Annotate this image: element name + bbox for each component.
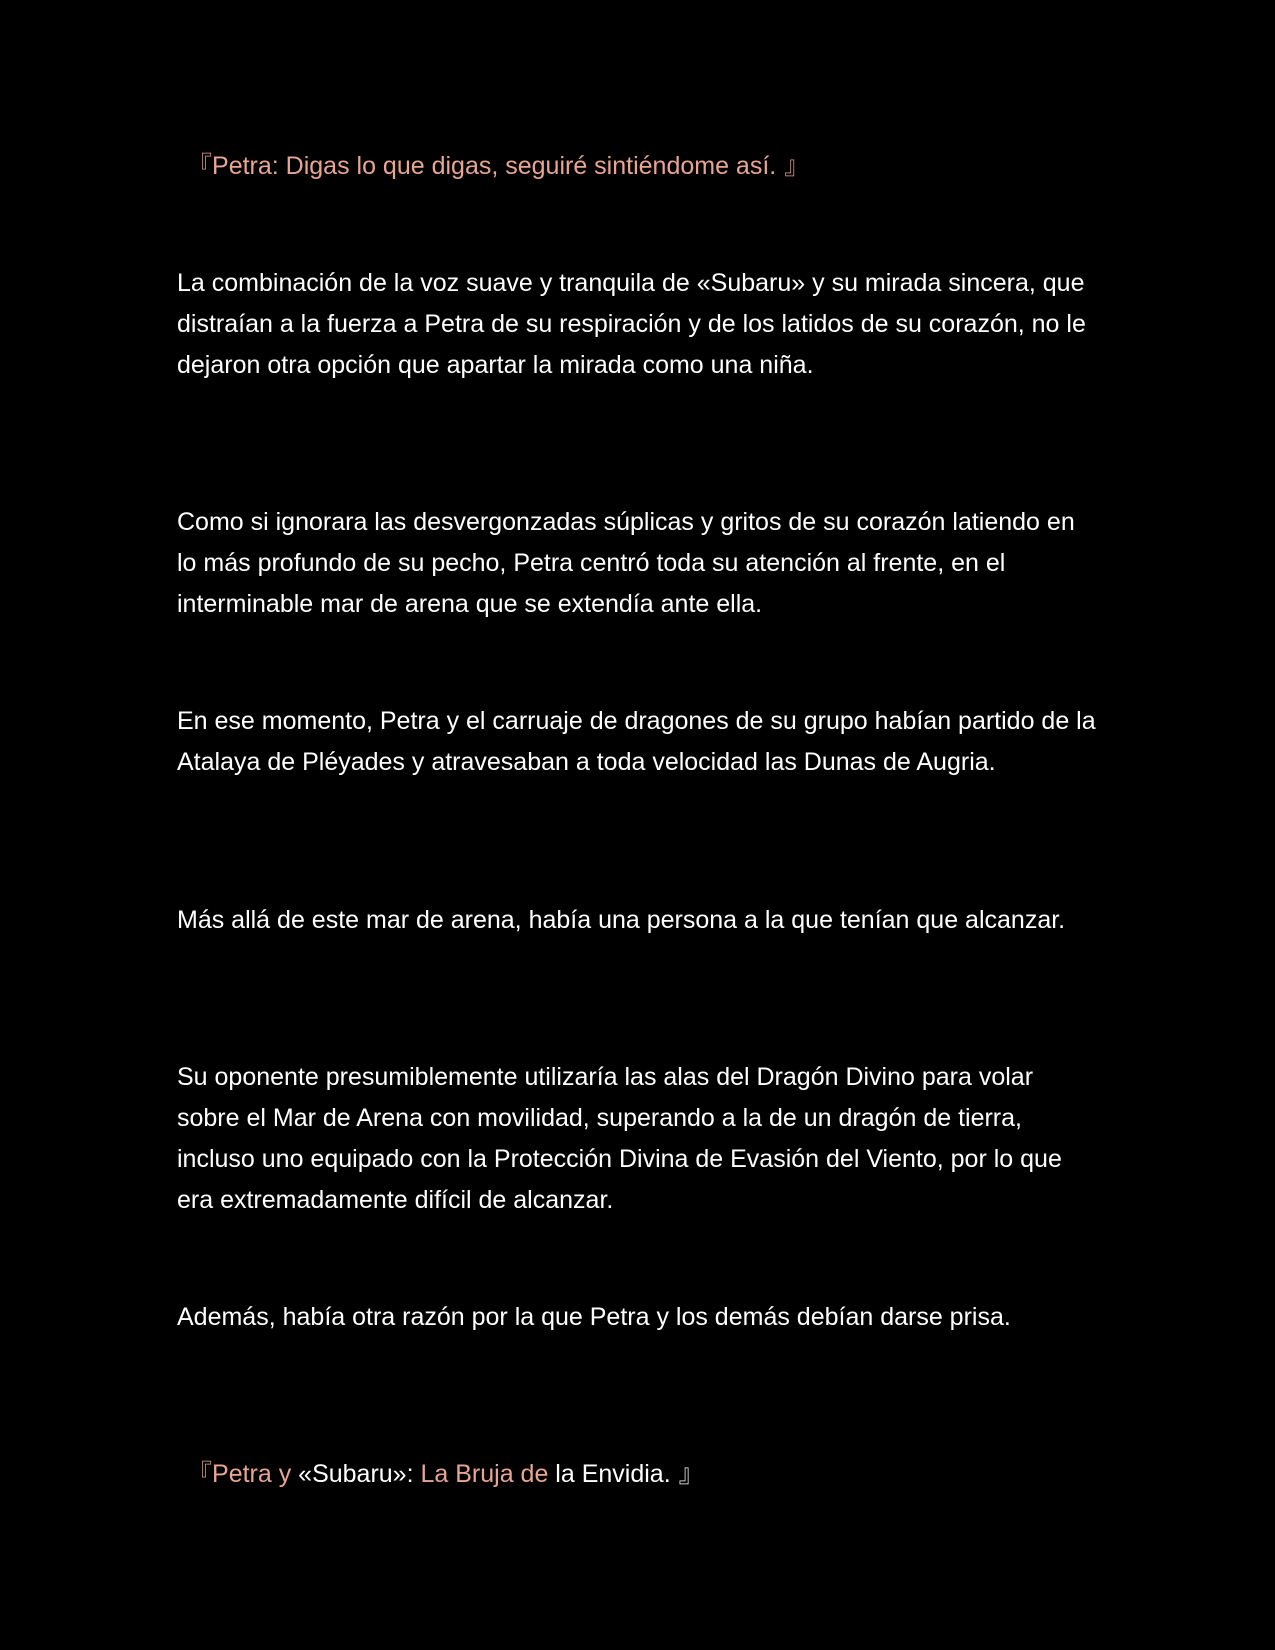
dialogue-line-witch <box>187 1454 704 1495</box>
paragraph-3: En ese momento, Petra y el carruaje de dragones de su grupo habían partido de la Atalaya de Pléyades y atravesaban a toda velocidad las Dunas de Augria. <box>177 707 1096 776</box>
dialogue-speaker-petra: Petra y <box>212 1460 292 1488</box>
open-bracket: 『 <box>187 1460 213 1488</box>
paragraph-4: Más allá de este mar de arena, había una persona a la que tenían que alcanzar. <box>177 906 1066 934</box>
paragraph-2: Como si ignorara las desvergonzadas súplicas y gritos de su corazón latiendo en lo más profundo de su pecho, Petra centró toda su atención al frente, en el interminable mar de arena que se extendía ante ella. <box>177 508 1075 618</box>
paragraph-1: La combinación de la voz suave y tranquila de «Subaru» y su mirada sincera, que distraían a la fuerza a Petra de su respiración y de los latidos de su corazón, no le dejaron otra opción que apartar la mirada como una niña. <box>177 269 1086 379</box>
close-bracket: 』 <box>784 152 810 180</box>
dialogue-text: Petra: Digas lo que digas, seguiré sintiéndome así. <box>212 152 777 180</box>
dialogue-line-petra <box>187 146 809 187</box>
dialogue-text-witch: La Bruja de <box>420 1460 549 1488</box>
dialogue-text-envy: la Envidia. <box>548 1460 671 1488</box>
paragraph-6: Además, había otra razón por la que Petra y los demás debían darse prisa. <box>177 1303 1011 1331</box>
dialogue-speaker-subaru: «Subaru»: <box>291 1460 421 1488</box>
paragraph-5: Su oponente presumiblemente utilizaría las alas del Dragón Divino para volar sobre el Mar de Arena con movilidad, superando a la de un dragón de tierra, incluso uno equipado con la Protección Divina de Evasión del Viento, por lo que era extremadamente difícil de alcanzar. <box>177 1063 1062 1214</box>
open-bracket: 『 <box>187 152 213 180</box>
close-bracket: 』 <box>678 1460 704 1488</box>
